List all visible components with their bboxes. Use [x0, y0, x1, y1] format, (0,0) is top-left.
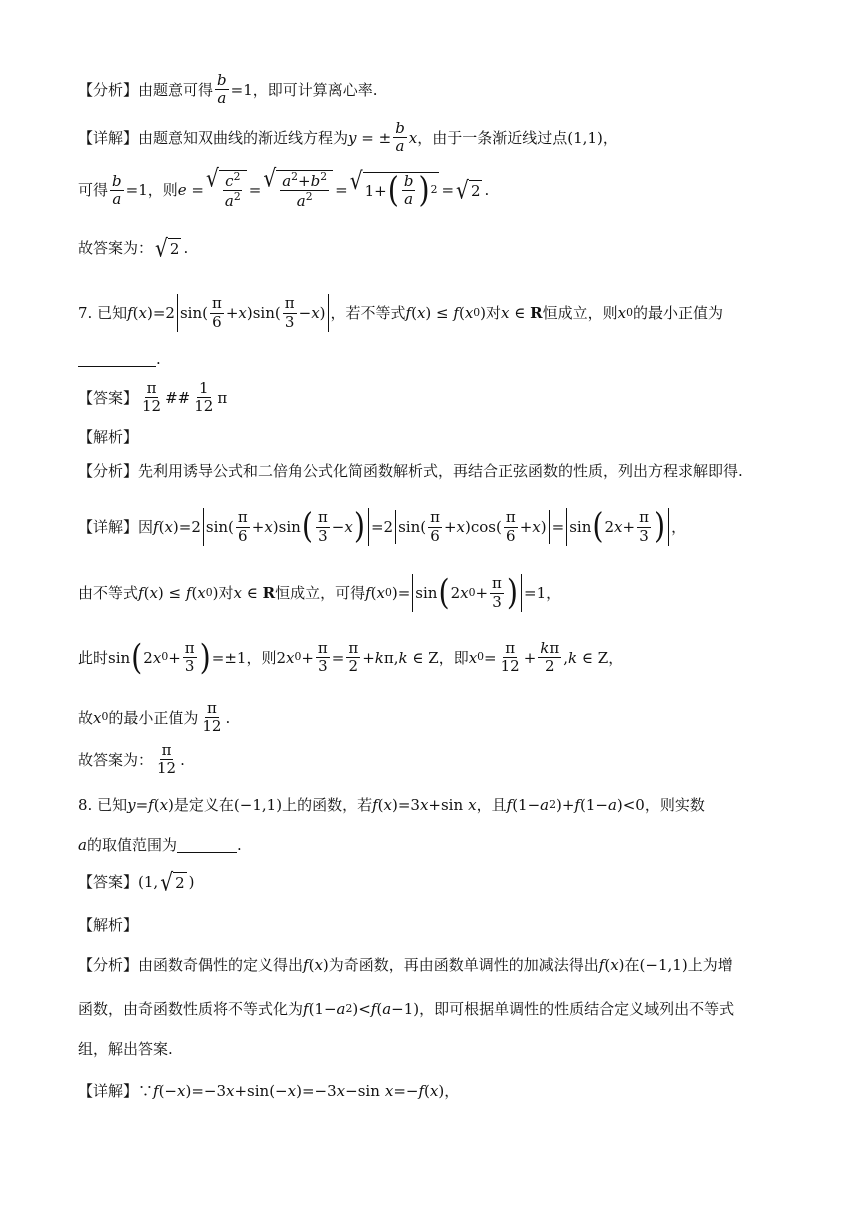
sqrt-expression: √ $\frac{c^2}{a^2}$	[206, 170, 247, 211]
text: ，由于一条渐近线过点	[417, 128, 568, 147]
q8-detail: 【详解】∵ f (− x )=−3 x +sin(− x )=−3 x −sin x =− f ( x ) ，	[78, 1082, 460, 1100]
fraction-b-over-a: $\frac{b}{a}$	[395, 119, 405, 156]
text: 的最小正值为	[632, 304, 723, 322]
question-8-line-2: a 的取值范围为 .	[78, 836, 242, 854]
text: .	[484, 181, 490, 200]
q7-jiexi: 【解析】	[78, 428, 139, 446]
q8-analysis-2: 函数，由奇函数性质将不等式化为 f (1− a 2 )< f ( a −1) ，即可根据单调性的性质结合定义域列出不等式	[78, 1000, 735, 1018]
q7-analysis: 【分析】先利用诱导公式和二倍角公式化简函数解析式，再结合正弦函数的性质，列出方程求解即得.	[78, 462, 743, 480]
answer-line: 故答案为： √ 2 .	[78, 233, 189, 263]
text: 恒成立，则	[542, 304, 618, 322]
q8-jiexi: 【解析】	[78, 916, 139, 934]
q8-analysis-3: 组，解出答案.	[78, 1040, 173, 1058]
answer-blank	[78, 352, 156, 367]
q7-detail-2: 由不等式 f ( x ) ≤ f ( x 0 ) 对 x ∈ R 恒成立，可得 f ( x 0 )= sin ( 2 x 0 + $\frac{\pi}{3}$ ) =1 ，	[78, 572, 562, 612]
fraction-b-over-a: $\frac{b}{a}$	[217, 71, 227, 108]
q8-analysis-1: 【分析】由函数奇偶性的定义得出 f ( x ) 为奇函数，再由函数单调性的加减法得出 f ( x ) 在 (−1,1) 上为增	[78, 956, 733, 974]
q7-detail-3: 此时 sin ( 2 x 0 + $\frac{\pi}{3}$ ) =±1 ，则 2 x 0 + $\frac{\pi}{3}$ = $\frac{\pi}{2}$ + k π, k ∈ Z ，即 x 0 = $\frac{\pi}{12}$ + $\frac{k\pi}{2}$ , k ∈ Z ，	[78, 637, 624, 677]
answer-blank	[177, 838, 237, 853]
q7-answer: 【答案】 $\frac{\pi}{12}$ ## $\frac{1}{12}$ π	[78, 379, 228, 416]
text: ，若不等式	[330, 304, 406, 322]
text: ，则	[147, 181, 178, 200]
analysis-line-1	[78, 72, 798, 108]
q8-answer: 【答案】 (1, √ 2 )	[78, 867, 195, 897]
question-7-blank: .	[78, 350, 798, 368]
detail-line-1: 【详解】由题意知双曲线的渐近线方程为 y = ± $\frac{b}{a}$ x ，由于一条渐近线过点 (1,1) ，	[78, 119, 618, 156]
text: ，	[602, 128, 618, 147]
q7-detail-4: 故 x 0 的最小正值为 $\frac{\pi}{12}$ .	[78, 699, 231, 736]
question-8: 8. 已知 y = f ( x ) 是定义在 (−1,1) 上的函数，若 f ( x )=3 x +sin x ，且 f (1− a 2 )+ f (1− a )<0 ，则实数	[78, 796, 705, 814]
question-7: 7. 已知 f ( x )=2 sin( $\frac{\pi}{6}$ + x )sin( $\frac{\pi}{3}$ − x ) ，若不等式 f ( x ) ≤ f ( x 0 ) 对 x ∈ R 恒成立，则 x 0 的最小正值为	[78, 294, 723, 331]
equation: =1	[230, 80, 253, 99]
equation: y	[348, 128, 357, 147]
text: 可得	[78, 181, 109, 200]
text: ，即可计算离心率.	[252, 80, 378, 99]
text: 对	[486, 304, 502, 322]
text: 【详解】由题意知双曲线的渐近线方程为	[78, 128, 349, 147]
detail-line-2: 可得 $\frac{b}{a}$ =1 ，则 e = √ $\frac{c^2}{a^2}$ = √ $\frac{a^2+b^2}{a^2}$ = √ 1+ ( $\frac{b}{a}$ ) 2 = √ 2 .	[78, 163, 490, 211]
q7-detail-1: 【详解】因 f ( x )=2 sin( $\frac{\pi}{6}$ + x )sin ( $\frac{\pi}{3}$ − x ) =2 sin( $\frac{\pi}{6}$ + x )cos( $\frac{\pi}{6}$ + x ) = sin ( 2 x + $\frac{\pi}{3}$ ) ，	[78, 506, 687, 546]
point: (1,1)	[567, 128, 603, 147]
q7-final-answer: 故答案为： $\frac{\pi}{12}$ .	[78, 741, 185, 778]
question-number: 7. 已知	[78, 304, 128, 322]
text: 【分析】由题意可得	[78, 80, 214, 99]
text: 故答案为：	[78, 239, 154, 258]
